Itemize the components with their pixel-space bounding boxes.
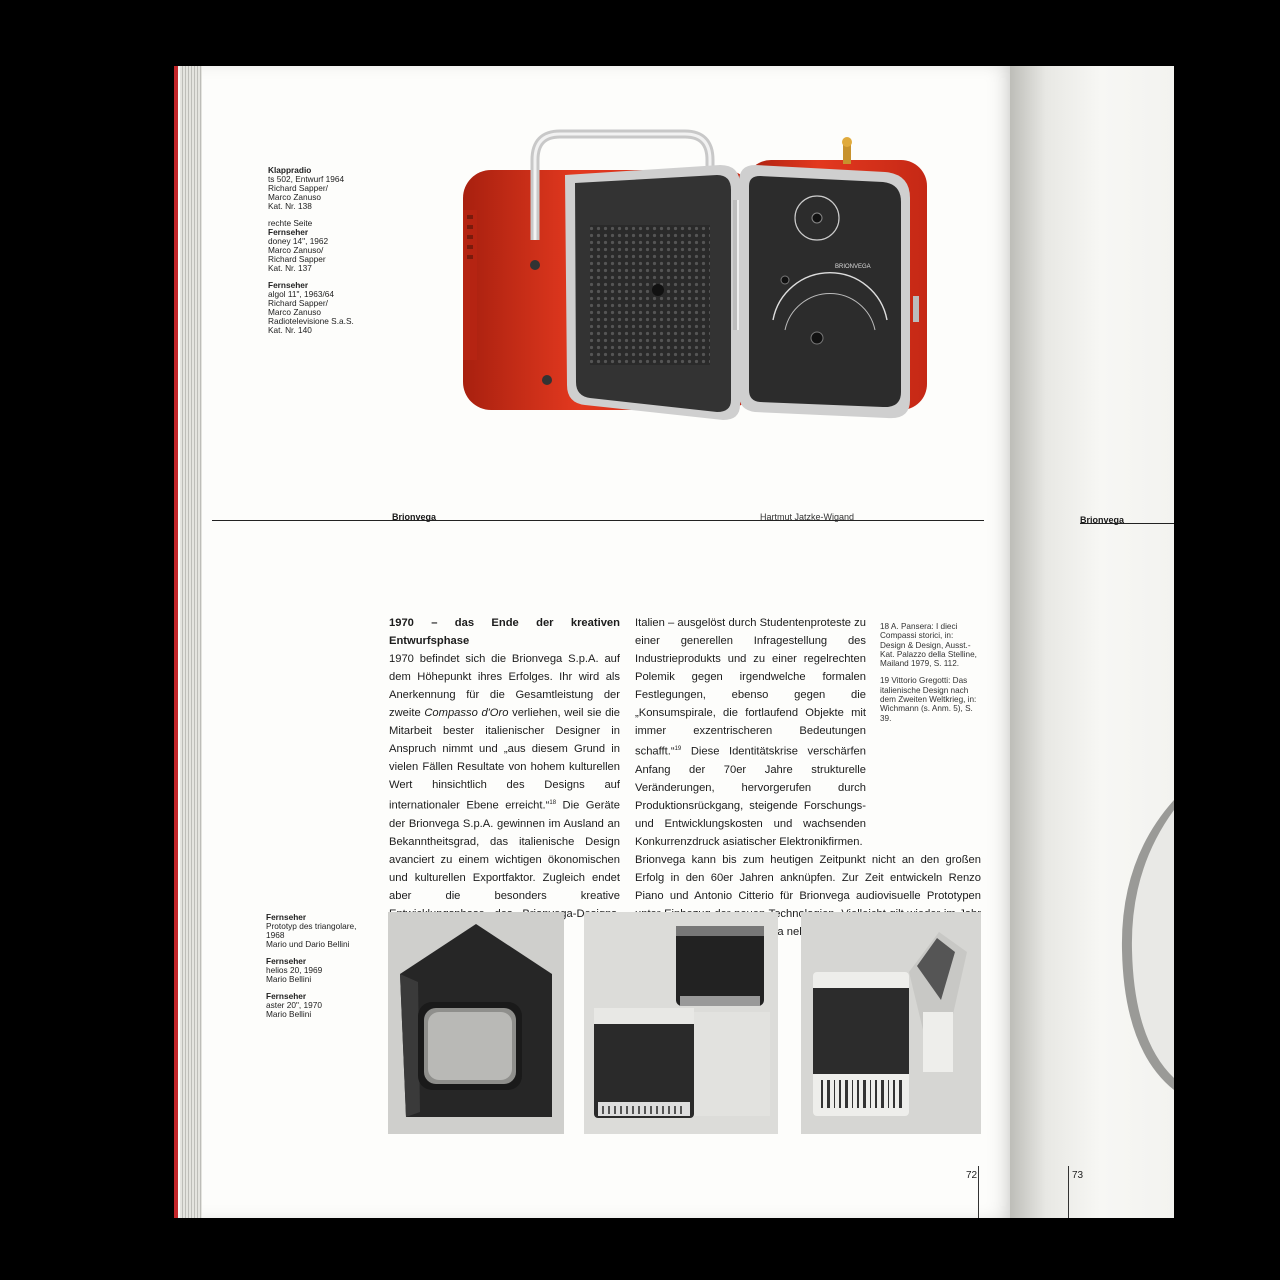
- caption-title: Fernseher: [268, 227, 309, 237]
- caption-title: Fernseher: [268, 280, 309, 290]
- page-number-right: 73: [1072, 1170, 1084, 1181]
- text-run: 1970 befindet sich die Brionvega S.p.A. auf dem Höhepunkt ihres Erfolges. Ihr wird als Anerkennung für die Gesamtleistung der zweite: [389, 653, 620, 719]
- caption-line: helios 20, 1969: [266, 965, 323, 975]
- caption-line: Mario Bellini: [266, 1009, 312, 1019]
- italic-run: Compasso d'Oro: [424, 707, 509, 719]
- text-run: Die Geräte der Brionvega S.p.A. gewinnen im Ausland an Bekanntheitsgrad, das italienische Design avanciert zu einem wichtigen ökonomischen und kulturellen Exportfaktor. Zugleich endet aber die besonders kreative Brionvega-Designs.: [389, 799, 620, 920]
- text-run: Diese Identitätskrise verschärfen Anfang der 70er Jahre strukturelle Veränderungen, hervorgerufen durch Produktionsrückgang, steigende Forschungs- und Entwicklungskosten und wachsenden Konkurrenzdruck asiatischer Elektronikfirmen.: [635, 745, 866, 848]
- right-running-header: Brionvega: [1080, 515, 1125, 525]
- caption-title: Fernseher: [266, 991, 307, 1001]
- caption-group-radio: [268, 166, 378, 211]
- caption-line: Kat. Nr. 137: [268, 263, 312, 273]
- caption-title: Fernseher: [266, 956, 307, 966]
- footnotes: [880, 622, 980, 731]
- caption-line: Mario und Dario Bellini: [266, 939, 350, 949]
- radio-photo: [455, 120, 935, 430]
- text-run: verliehen, weil sie die Mitarbeit bester italienischer Designer in Anspruch nimmt und „aus diesem Grund in vielen Fällen Resultate von hohem kulturellen Wert hinsichtlich des Designs auf internationaler Ebene erreicht.“: [389, 707, 620, 812]
- caption-line: Richard Sapper: [268, 254, 326, 264]
- caption-line: aster 20", 1970: [266, 1000, 322, 1010]
- footnote-ref: 19: [674, 746, 682, 752]
- running-header-section: Brionvega: [392, 512, 437, 522]
- caption-top: [268, 166, 378, 335]
- caption-bottom: [266, 913, 376, 1019]
- caption-line: Kat. Nr. 138: [268, 201, 312, 211]
- caption-group-helios: [266, 957, 376, 984]
- caption-group-triangolare: [266, 913, 376, 949]
- header-rule: [212, 520, 984, 521]
- right-page-tv-fragment: [1110, 800, 1174, 1090]
- caption-line: doney 14", 1962: [268, 236, 329, 246]
- article-heading: 1970 – das Ende der kreativen Entwurfsphase: [389, 617, 620, 647]
- caption-line: Prototyp des triangolare,: [266, 921, 357, 931]
- caption-line: Richard Sapper/: [268, 298, 328, 308]
- article-paragraph: Brionvega kann bis zum heutigen Zeitpunkt nicht an den großen Erfolg in den 60er Jahren anknüpfen. Zur Zeit entwickeln Renzo Piano und Antonio Citterio für Brionvega audiovisuelle Prototypen nella: [635, 853, 981, 938]
- photo-triangolare: [388, 912, 564, 1134]
- text-run: Italien – ausgelöst durch Studentenproteste zu einer generellen Infragestellung des Industrieprodukts und zu einer regelrechten Polemik gegen irgendwelche formalen Festlegungen, ebenso gegen die „Konsumspirale, die fortlaufend Objekte mit immer exzentrischeren Bedeutungen schafft.“: [635, 617, 866, 758]
- article-column-1: [389, 614, 620, 941]
- caption-line: Marco Zanuso/: [268, 245, 324, 255]
- caption-line: Kat. Nr. 140: [268, 325, 312, 335]
- caption-line: Mario Bellini: [266, 974, 312, 984]
- caption-line: Marco Zanuso: [268, 192, 322, 202]
- footnote-18: 18 A. Pansera: I dieci Compassi storici, in: Design & Design, Ausst.-Kat. Palazzo della Stelline, Mailand 1979, S. 112.: [880, 622, 977, 669]
- caption-line: ts 502, Entwurf 1964: [268, 174, 345, 184]
- tv-helios-illustration: [584, 912, 778, 1134]
- page-number-rule-right: [1068, 1166, 1069, 1218]
- caption-line: Marco Zanuso: [268, 307, 322, 317]
- radio-brand-label: BRIONVEGA: [835, 264, 871, 270]
- caption-title: Fernseher: [266, 912, 307, 922]
- page-number-left: 72: [966, 1170, 978, 1181]
- page-number-rule: [978, 1166, 979, 1218]
- caption-title: Klappradio: [268, 165, 312, 175]
- photo-aster: [801, 912, 981, 1134]
- caption-line: Radiotelevisione S.a.S.: [268, 316, 354, 326]
- caption-line: Richard Sapper/: [268, 183, 328, 193]
- caption-line: algol 11", 1963/64: [268, 289, 334, 299]
- tv-aster-illustration: [801, 912, 981, 1134]
- tv-triangolare-illustration: [388, 912, 564, 1134]
- article-paragraph: [389, 650, 620, 941]
- photo-helios: [584, 912, 778, 1134]
- page-stack-edge: [180, 66, 202, 1218]
- running-header-author: Hartmut Jatzke-Wigand: [760, 512, 855, 522]
- footnote-ref: 18: [549, 800, 557, 806]
- caption-group-algol: [268, 281, 378, 335]
- caption-group-doney: [268, 219, 378, 273]
- caption-line: 1968: [266, 930, 285, 940]
- caption-pre: rechte Seite: [268, 218, 313, 228]
- caption-group-aster: [266, 992, 376, 1019]
- footnote-19: 19 Vittorio Gregotti: Das italienische Design nach dem Zweiten Weltkrieg, in: Wichmann (s. Anm. 5), S. 39.: [880, 676, 977, 723]
- article-paragraph: [635, 614, 866, 851]
